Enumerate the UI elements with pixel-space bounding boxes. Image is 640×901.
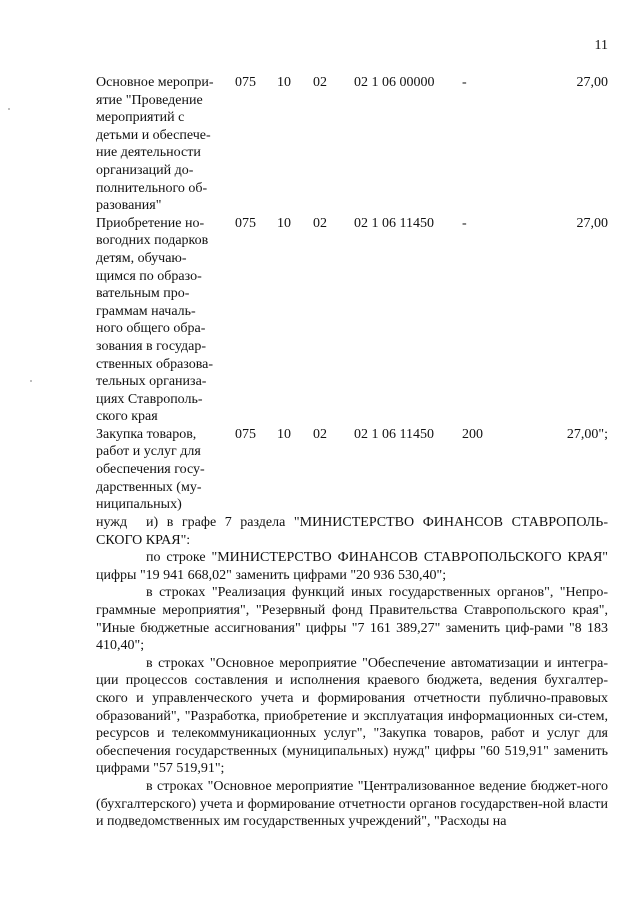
amount: 27,00";	[566, 426, 608, 442]
amount: 27,00	[576, 75, 608, 90]
paragraph: в строках "Основное мероприятие "Централизованное ведение бюджет-ного (бухгалтерского) учета и формирование отчетности органов государствен-ной власти и подведомственных им государственных учреждений", "Расходы на	[96, 778, 608, 830]
subsection-code: 02	[313, 215, 327, 231]
scan-speck	[30, 380, 32, 382]
expense-type-code: -	[462, 215, 467, 231]
paragraph: и) в графе 7 раздела "МИНИСТЕРСТВО ФИНАНСОВ СТАВРОПОЛЬ-СКОГО КРАЯ":	[96, 515, 608, 548]
amount: 27,00	[576, 215, 608, 231]
section-code: 10	[277, 215, 291, 231]
ministry-code: 075	[235, 75, 256, 90]
ministry-code: 075	[235, 426, 256, 442]
target-article-code: 02 1 06 00000	[354, 75, 435, 90]
paragraph: в строках "Реализация функций иных государственных органов", "Непро-граммные мероприятия", "Резервный фонд Правительства Ставропольского края", "Иные бюджетные ассигнования" цифры "7 161 389,27" заменить циф-рами "8 183 410,40";	[96, 585, 608, 654]
expense-type-code: -	[462, 75, 467, 90]
amendment-text	[96, 514, 608, 831]
table-row	[96, 74, 608, 215]
paragraph: по строке "МИНИСТЕРСТВО ФИНАНСОВ СТАВРОПОЛЬСКОГО КРАЯ" цифры "19 941 668,02" заменить цифрами "20 936 530,40";	[96, 550, 608, 583]
budget-table	[96, 74, 608, 531]
section-code: 10	[277, 426, 291, 442]
scan-speck	[8, 108, 10, 110]
row-name: Основное меропри- ятие "Проведение мероприятий с детьми и обеспече- ние деятельности организаций до- полнительного об- разования"	[96, 75, 214, 214]
target-article-code: 02 1 06 11450	[354, 426, 434, 442]
table-row	[96, 215, 608, 426]
section-code: 10	[277, 75, 291, 90]
paragraph: в строках "Основное мероприятие "Обеспечение автоматизации и интегра-ции процессов составления и исполнения краевого бюджета, ведения бухгалтер-ского и управленческого учета и формирования отчетности публично-правовых образований", "Разработка, приобретение и эксплуатация информационных си-стем, ресурсов и телекоммуникационных услуг", "Закупка товаров, работ и услуг для обеспечения государственных (муниципальных) нужд" цифры "60 519,91" заменить цифрами "57 519,91";	[96, 655, 608, 777]
row-name: Закупка товаров, работ и услуг для обеспечения госу- дарственных (му- ниципальных) нужд	[96, 426, 205, 530]
target-article-code: 02 1 06 11450	[354, 215, 434, 231]
ministry-code: 075	[235, 215, 256, 231]
expense-type-code: 200	[462, 426, 483, 442]
row-name: Приобретение но- вогодних подарков детям, обучаю- щимся по образо- вательным про- граммам началь- ного общего обра- зования в государ- ственных образова- тельных организа- циях Ставрополь- ского края	[96, 215, 214, 425]
page-number: 11	[594, 38, 608, 53]
subsection-code: 02	[313, 426, 327, 442]
subsection-code: 02	[313, 75, 327, 90]
